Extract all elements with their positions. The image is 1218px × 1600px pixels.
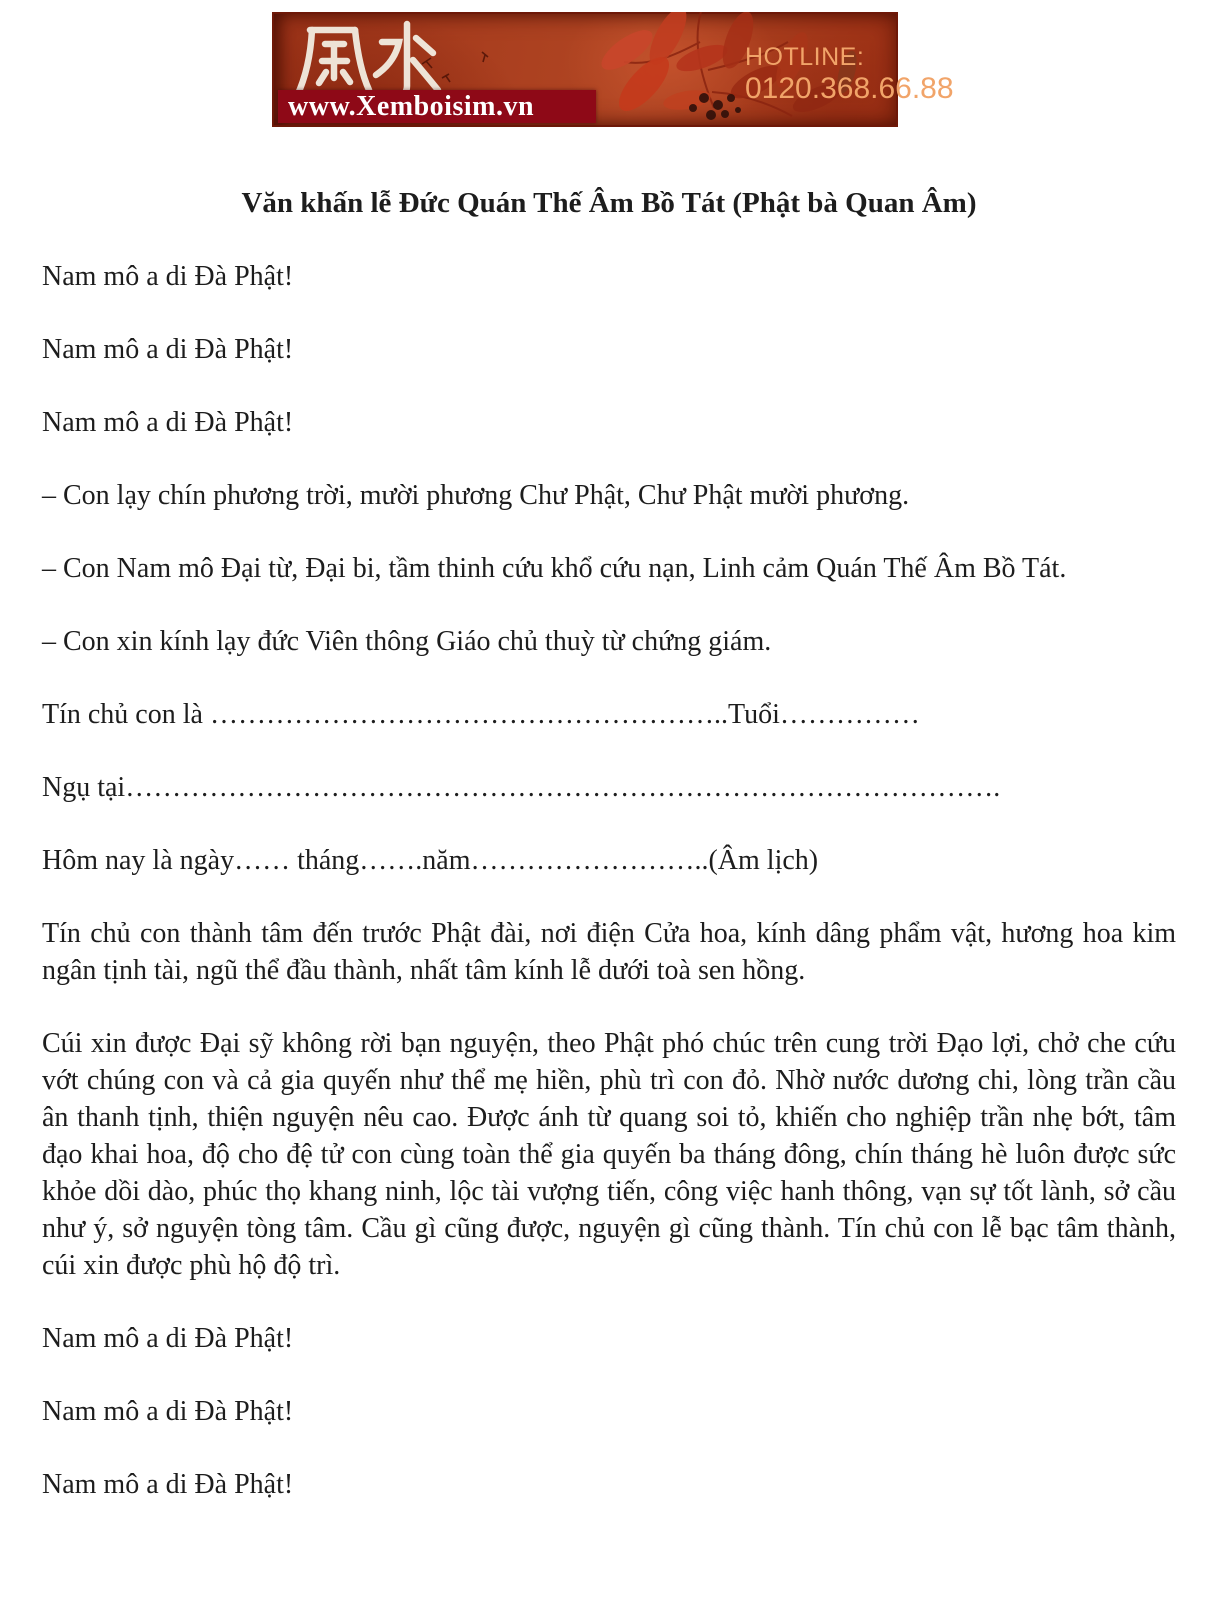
- paragraph: – Con Nam mô Đại từ, Đại bi, tầm thinh cứu khổ cứu nạn, Linh cảm Quán Thế Âm Bồ Tát.: [42, 553, 1067, 584]
- hotline-label: HOTLINE:: [745, 43, 865, 71]
- hotline-block: [745, 43, 954, 106]
- website-strip: [278, 90, 596, 123]
- paragraph: Nam mô a di Đà Phật!: [42, 1323, 294, 1354]
- hotline-number: 0120.368.66.88: [745, 71, 954, 105]
- paragraph: Nam mô a di Đà Phật!: [42, 1396, 294, 1427]
- document-body: [0, 127, 1218, 1503]
- paragraph: Nam mô a di Đà Phật!: [42, 261, 294, 292]
- paragraph: Nam mô a di Đà Phật!: [42, 1469, 294, 1500]
- paragraph: – Con xin kính lạy đức Viên thông Giáo chủ thuỳ từ chứng giám.: [42, 626, 772, 657]
- paragraph: Hôm nay là ngày…… tháng…….năm……………………..(Âm lịch): [42, 845, 819, 876]
- paragraphs: [42, 258, 1176, 1503]
- paragraph: Tín chủ con thành tâm đến trước Phật đài, nơi điện Cửa hoa, kính dâng phẩm vật, hương hoa kim ngân tịnh tài, ngũ thể đầu thành, nhất tâm kính lễ dưới toà sen hồng.: [42, 918, 1176, 986]
- paragraph: Nam mô a di Đà Phật!: [42, 407, 294, 438]
- website-url: www.Xemboisim.vn: [288, 90, 535, 122]
- paragraph: Tín chủ con là ………………………………………………..Tuổi……………: [42, 699, 920, 730]
- paragraph: Ngụ tại………………………………………………………………………………….: [42, 772, 1001, 803]
- paragraph: – Con lạy chín phương trời, mười phương Chư Phật, Chư Phật mười phương.: [42, 480, 910, 511]
- page-title: Văn khấn lễ Đức Quán Thế Âm Bồ Tát (Phật bà Quan Âm): [241, 187, 977, 219]
- paragraph: Nam mô a di Đà Phật!: [42, 334, 294, 365]
- header-banner: [272, 12, 954, 127]
- paragraph: Cúi xin được Đại sỹ không rời bạn nguyện, theo Phật phó chúc trên cung trời Đạo lợi, chở che cứu vớt chúng con và cả gia quyến như thể mẹ hiền, phù trì con đỏ. Nhờ nước dương chi, lòng trần cầu ân thanh tịnh, thiện nguyện nêu cao. Được ánh từ quang soi tỏ, khiến cho nghiệp trần nhẹ bớt, tâm đạo khai hoa, độ cho đệ tử con cùng toàn thể gia quyến ba tháng đông, chín tháng hè luôn được sức khỏe dồi dào, phúc thọ khang ninh, lộc tài vượng tiến, công việc hanh thông, vạn sự tốt lành, sở cầu như ý, sở nguyện tòng tâm. Cầu gì cũng được, nguyện gì cũng thành. Tín chủ con lễ bạc tâm thành, cúi xin được phù hộ độ trì.: [42, 1028, 1176, 1281]
